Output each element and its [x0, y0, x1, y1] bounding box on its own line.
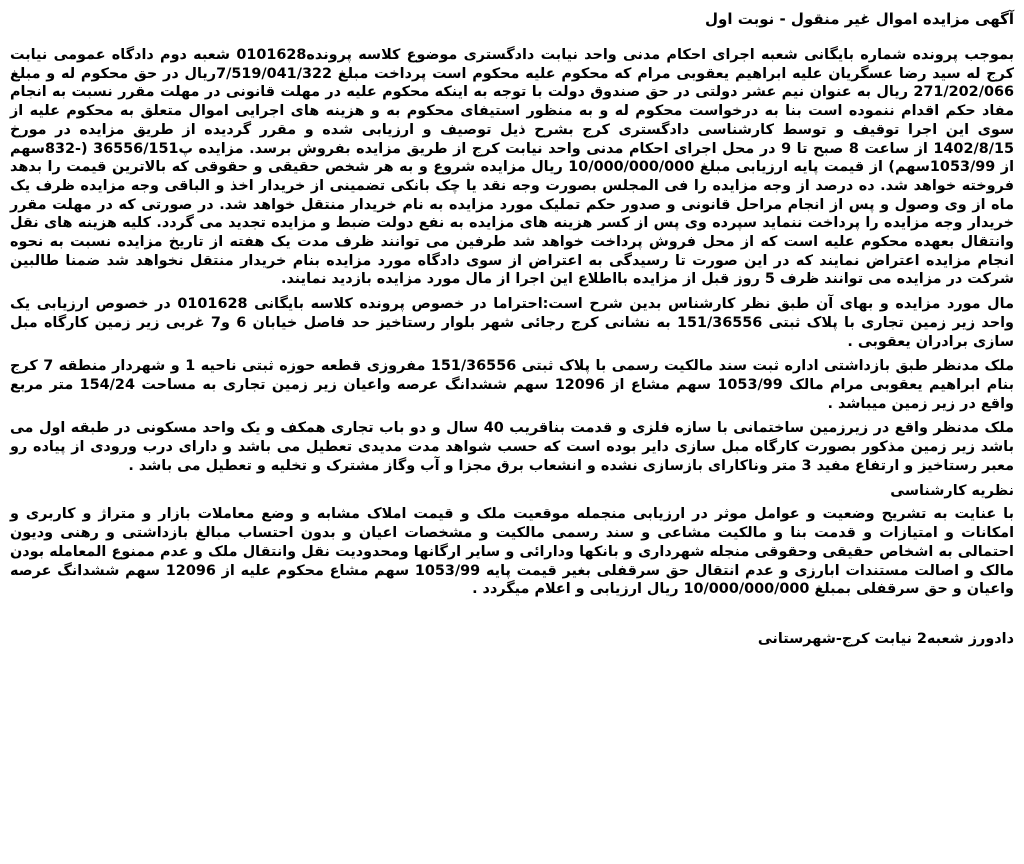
expert-opinion-paragraph: با عنایت به تشریح وضعیت و عوامل موثر در ارزیابی منجمله موقعیت ملک و قیمت املاک مشابه و وضع معاملات بازار و متراژ و کاربری و امکانات و امتیازات و قدمت بنا و مالکیت مشاعی و سند رسمی مالکیت و مشخصات اعیان و بدون احتساب مبالغ بازداشتی و رهنی ودیون احتمالی به اشخاص حقیقی وحقوقی منجله شهرداری و بانکها ودارائی و سایر ارگانها ومحدودیت نقل وانتقال ملک و عدم ممنوع المعامله بودن مالک و اصالت مستندات ابارزی و عدم انتقال حق سرقفلی بغیر قیمت پایه 1053/99 سهم مشاع محکوم علیه از 12096 سهم ششدانگ عرصه واعیان و حق سرقفلی بمبلغ 10/000/000/000 ریال ارزیابی و اعلام میگردد .: [10, 506, 1014, 598]
notice-paragraph-1: بموجب پرونده شماره بایگانی شعبه اجرای احکام مدنی واحد نیابت دادگستری موضوع کلاسه پرونده0101628 شعبه دوم دادگاه عمومی نیابت کرج له سید رضا عسگریان علیه ابراهیم یعقوبی مرام که محکوم علیه محکوم است پرداخت مبلغ 7/519/041/322ریال در حق محکوم له و مبلغ 271/202/066 ریال به عنوان نیم عشر دولتی در حق صندوق دولت با توجه به اینکه محکوم علیه در مهلت قانونی در مهلت مقرر نسبت به انجام مفاد حکم اقدام ننموده است بنا به درخواست محکوم له و به منظور استیفای محکوم به و هزینه های اجرایی اموال متعلق به محکوم علیه از سوی این اجرا توقیف و توسط کارشناسی دادگستری کرج بشرح ذیل توصیف و ارزیابی شده و مقرر گردیده از طریق مزایده در مورخ 1402/8/15 از ساعت 8 صبح تا 9 در محل اجرای احکام مدنی واحد نیابت کرج از طریق مزایده بفروش برسد. مزایده پ36556/151 (-832سهم از 1053/99سهم) از قیمت پایه ارزیابی مبلغ 10/000/000/000 ریال مزایده شروع و به هر شخص حقیقی و حقوقی که بالاترین قیمت را بدهد فروخته خواهد شد. ده درصد از وجه مزایده را فی المجلس بصورت وجه نقد یا چک بانکی تضمینی از خریدار اخذ و الباقی وجه مزایده ظرف یک ماه از وی وصول و پس از انجام مراحل قانونی و صدور حکم تملیک مورد مزایده به نام خریدار منتقل خواهد شد. در صورتی که در مهلت مقرر خریدار وجه مزایده را پرداخت ننماید سپرده وی پس از کسر هزینه های مزایده به نفع دولت ضبط و مزایده تجدید می گردد. کلیه هزینه های نقل وانتقال بعهده محکوم علیه است که از محل فروش پرداخت خواهد شد طرفین می توانند ظرف مدت یک هفته از تاریخ مزایده نسبت به نحوه انجام مزایده اعتراض نمایند که در این صورت تا رسیدگی به اعتراض از سوی دادگاه مورد مزایده بنام خریدار منتقل نخواهد شد ضمنا طالبین شرکت در مزایده می توانند ظرف 5 روز قبل از مزایده بااطلاع این اجرا از مال مورد مزایده بازدید نمایند.: [10, 47, 1015, 288]
notice-paragraph-2: مال مورد مزایده و بهای آن طبق نظر کارشناس بدین شرح است:احتراما در خصوص پرونده کلاسه بایگانی 0101628 در خصوص ارزیابی یک واحد زیر زمین تجاری با پلاک ثبتی 151/36556 به نشانی کرج رجائی شهر بلوار رستاخیز حد فاصل خیابان 6 و7 غربی زیر زمین کارگاه مبل سازی برادران یعقوبی .: [10, 296, 1014, 350]
notice-paragraph-3: ملک مدنظر طبق بازداشتی اداره ثبت سند مالکیت رسمی با پلاک ثبتی 151/36556 مفروزی قطعه حوزه ثبتی ناحیه 1 و شهردار منطقه 7 کرج بنام ابراهیم یعقوبی مرام مالک 1053/99 سهم مشاع از 12096 سهم ششدانگ عرصه واعیان زیر زمین تجاری به مساحت 154/24 متر مربع واقع در زیر زمین میباشد .: [10, 358, 1015, 412]
signature-line: دادورز شعبه2 نیابت کرج-شهرستانی: [757, 630, 1014, 647]
notice-title: آگهی مزایده اموال غیر منقول - نوبت اول: [705, 10, 1014, 28]
notice-paragraph-4: ملک مدنظر واقع در زیرزمین ساختمانی با سازه فلزی و قدمت بناقریب 40 سال و دو باب تجاری همکف و یک واحد مسکونی در طبقه اول می باشد زیر زمین مذکور بصورت کارگاه مبل سازی دایر بوده است که حسب شواهد مدت مدیدی تعطیل می باشد و دارای درب ورودی از پیاده رو معبر رستاخیز و ارتفاع مفید 3 متر وناکارای بازسازی نشده و انشعاب برق مجزا و آب وگاز مشترک و تخلیه و تعطیل می باشد .: [10, 420, 1015, 474]
auction-notice: [10, 0, 1014, 864]
expert-opinion-heading: نظریه کارشناسی: [890, 483, 1014, 500]
